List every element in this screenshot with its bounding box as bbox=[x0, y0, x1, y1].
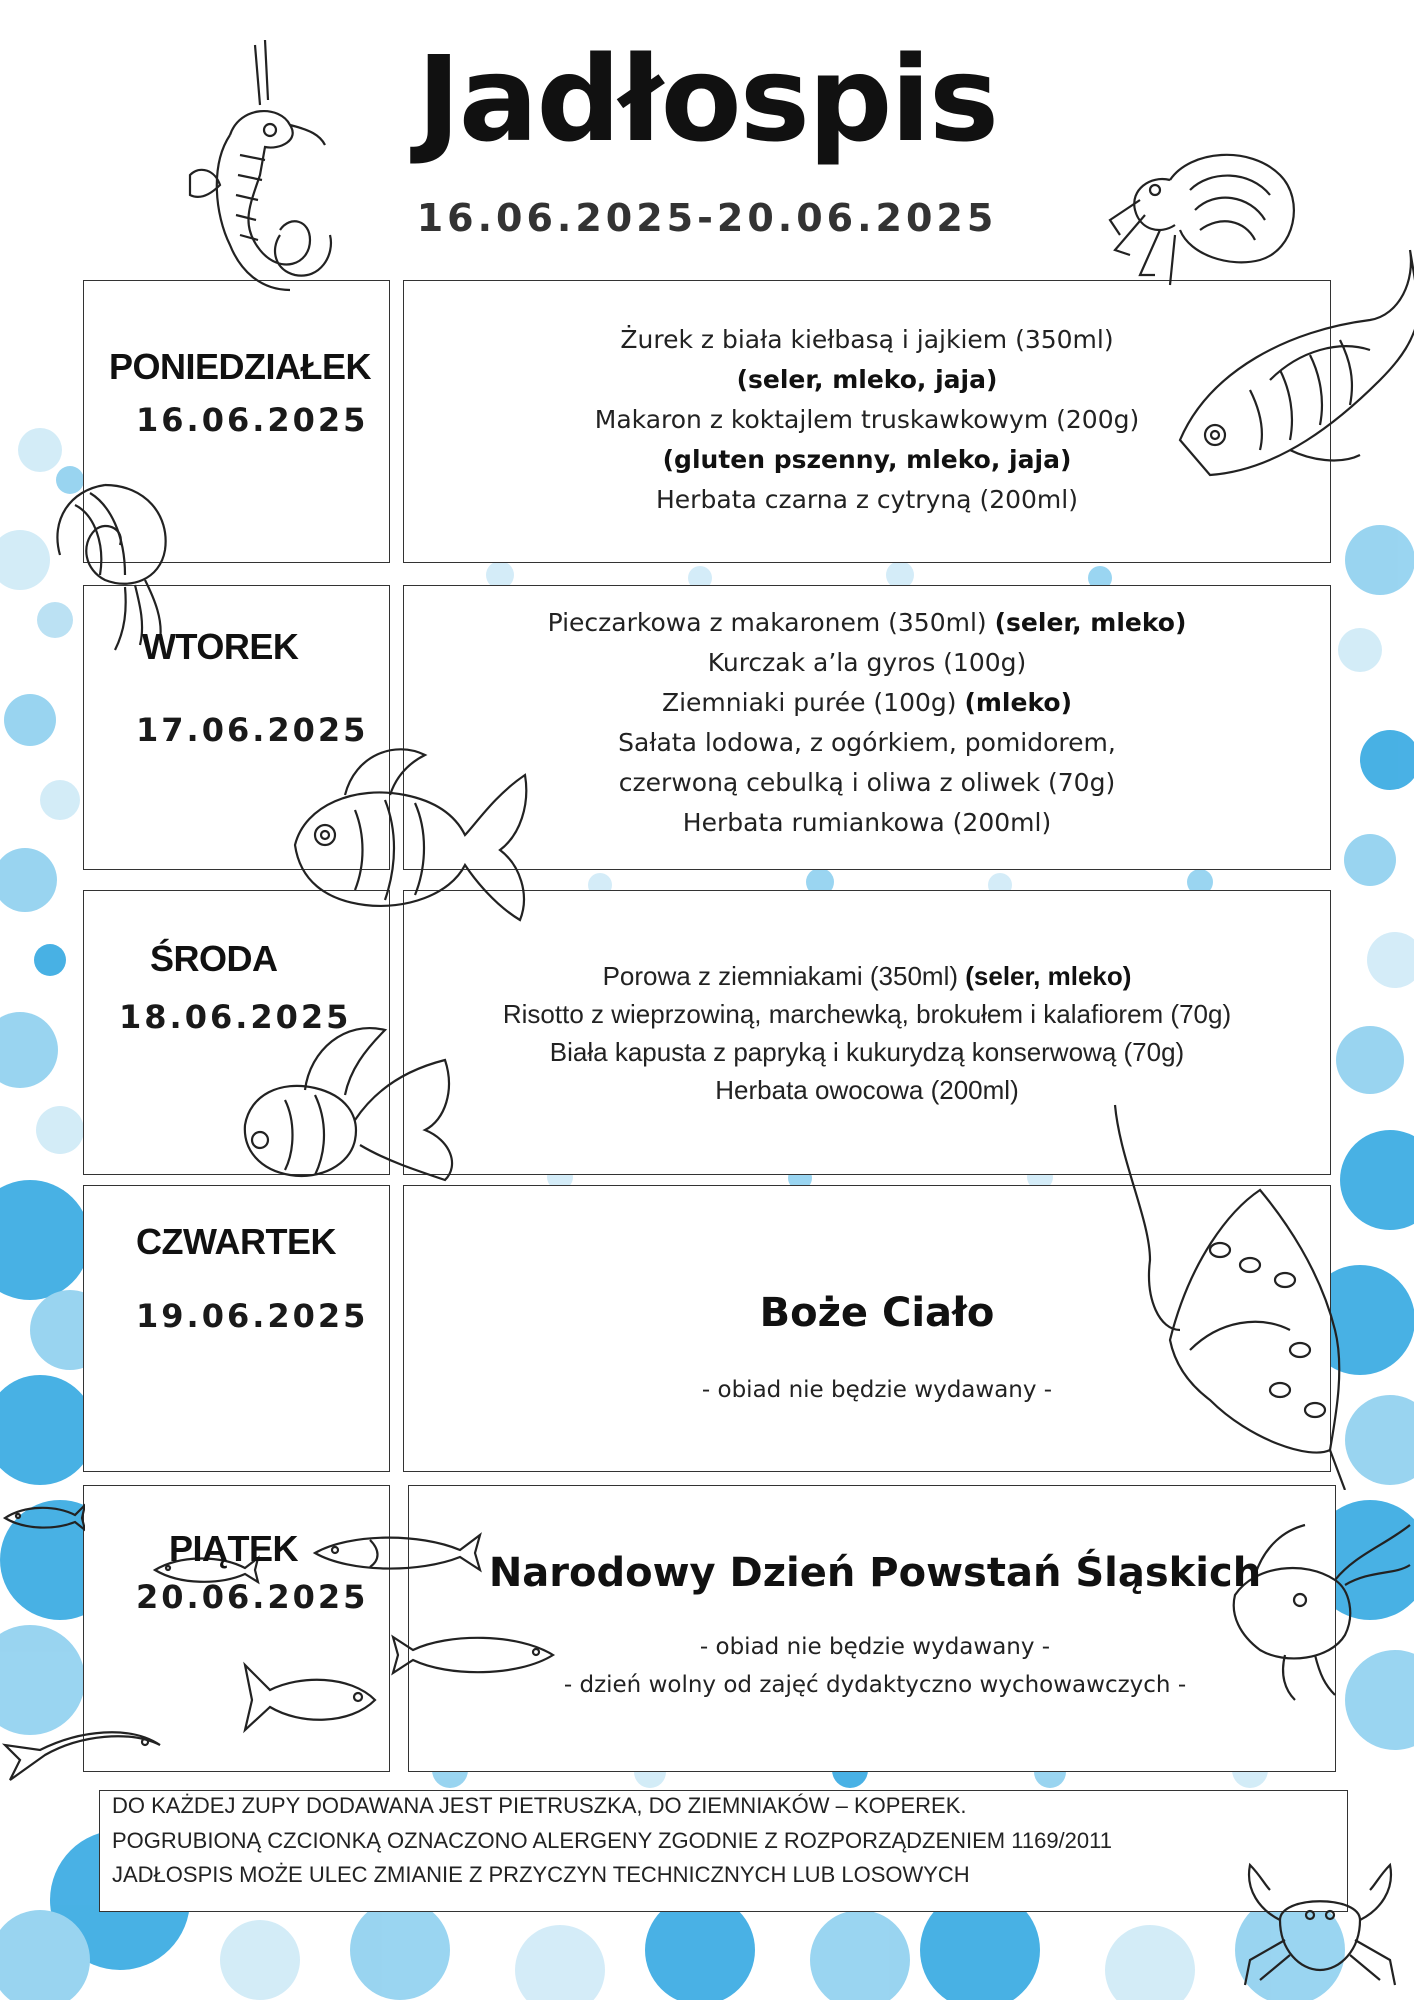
menu-line bbox=[403, 603, 1331, 643]
dish-text: Żurek z biała kiełbasą i jajkiem (350ml) bbox=[620, 325, 1114, 354]
menu-line bbox=[403, 723, 1331, 763]
menu-line bbox=[403, 763, 1331, 803]
menu-line bbox=[403, 400, 1331, 440]
allergens-text: (gluten pszenny, mleko, jaja) bbox=[662, 445, 1072, 474]
dish-text: Ziemniaki purée (100g) bbox=[661, 688, 965, 717]
holiday-note-friday-1: - obiad nie będzie wydawany - bbox=[699, 1634, 1051, 1660]
holiday-note-friday-2: - dzień wolny od zajęć dydaktyczno wychowawczych - bbox=[563, 1672, 1187, 1698]
allergens-text: (seler, mleko) bbox=[965, 961, 1132, 991]
day-date-monday: 16.06.2025 bbox=[136, 401, 369, 439]
day-name-friday: PIĄTEK bbox=[169, 1528, 299, 1569]
holiday-title-thursday: Boże Ciało bbox=[759, 1290, 995, 1336]
day-name-wednesday: ŚRODA bbox=[150, 938, 278, 979]
day-date-friday: 20.06.2025 bbox=[136, 1578, 369, 1616]
dish-text: Porowa z ziemniakami (350ml) bbox=[602, 961, 966, 991]
holiday-title-friday: Narodowy Dzień Powstań Śląskich bbox=[488, 1550, 1262, 1596]
dish-text: czerwoną cebulką i oliwa z oliwek (70g) bbox=[618, 768, 1116, 797]
day-name-monday: PONIEDZIAŁEK bbox=[109, 346, 372, 387]
footer-line: DO KAŻDEJ ZUPY DODAWANA JEST PIETRUSZKA, DO ZIEMNIAKÓW – KOPEREK. bbox=[112, 1793, 967, 1818]
allergens-text: (seler, mleko) bbox=[994, 608, 1187, 637]
day-date-tuesday: 17.06.2025 bbox=[136, 711, 369, 749]
menu-line bbox=[403, 1033, 1331, 1071]
menu-line bbox=[403, 957, 1331, 995]
menu-tuesday bbox=[403, 603, 1331, 843]
dish-text: Risotto z wieprzowiną, marchewką, brokułem i kalafiorem (70g) bbox=[502, 999, 1232, 1029]
menu-line bbox=[403, 683, 1331, 723]
date-range: 16.06.2025-20.06.2025 bbox=[416, 196, 998, 240]
dish-text: Herbata owocowa (200ml) bbox=[715, 1075, 1019, 1105]
menu-monday bbox=[403, 320, 1331, 520]
dish-text: Makaron z koktajlem truskawkowym (200g) bbox=[594, 405, 1140, 434]
crab-icon bbox=[1230, 1840, 1410, 2000]
allergens-text: (seler, mleko, jaja) bbox=[736, 365, 998, 394]
menu-line bbox=[403, 360, 1331, 400]
dish-text: Sałata lodowa, z ogórkiem, pomidorem, bbox=[618, 728, 1116, 757]
day-name-tuesday: WTOREK bbox=[142, 626, 299, 667]
menu-line bbox=[403, 480, 1331, 520]
page-title: Jadłospis bbox=[416, 30, 998, 168]
day-date-thursday: 19.06.2025 bbox=[136, 1297, 369, 1335]
menu-line bbox=[403, 1071, 1331, 1109]
dish-text: Kurczak a’la gyros (100g) bbox=[707, 648, 1027, 677]
dish-text: Herbata rumiankowa (200ml) bbox=[682, 808, 1052, 837]
day-date-wednesday: 18.06.2025 bbox=[119, 998, 352, 1036]
day-name-thursday: CZWARTEK bbox=[136, 1221, 336, 1262]
dish-text: Herbata czarna z cytryną (200ml) bbox=[656, 485, 1078, 514]
seahorse-icon bbox=[170, 35, 350, 315]
small-fish-icon bbox=[0, 1720, 165, 1790]
menu-line bbox=[403, 995, 1331, 1033]
holiday-note-thursday: - obiad nie będzie wydawany - bbox=[701, 1377, 1053, 1403]
allergens-text: (mleko) bbox=[964, 688, 1073, 717]
menu-line bbox=[403, 643, 1331, 683]
dish-text: Pieczarkowa z makaronem (350ml) bbox=[547, 608, 995, 637]
menu-wednesday bbox=[403, 957, 1331, 1109]
small-fish-icon bbox=[0, 1500, 85, 1535]
dish-text: Biała kapusta z papryką i kukurydzą konserwową (70g) bbox=[549, 1037, 1185, 1067]
footer-line: POGRUBIONĄ CZCIONKĄ OZNACZONO ALERGENY ZGODNIE Z ROZPORZĄDZENIEM 1169/2011 bbox=[112, 1828, 1112, 1853]
small-fish-icon bbox=[240, 1655, 380, 1735]
menu-line bbox=[403, 803, 1331, 843]
menu-line bbox=[403, 320, 1331, 360]
footer-line: JADŁOSPIS MOŻE ULEC ZMIANIE Z PRZYCZYN TECHNICZNYCH LUB LOSOWYCH bbox=[112, 1862, 970, 1887]
menu-line bbox=[403, 440, 1331, 480]
